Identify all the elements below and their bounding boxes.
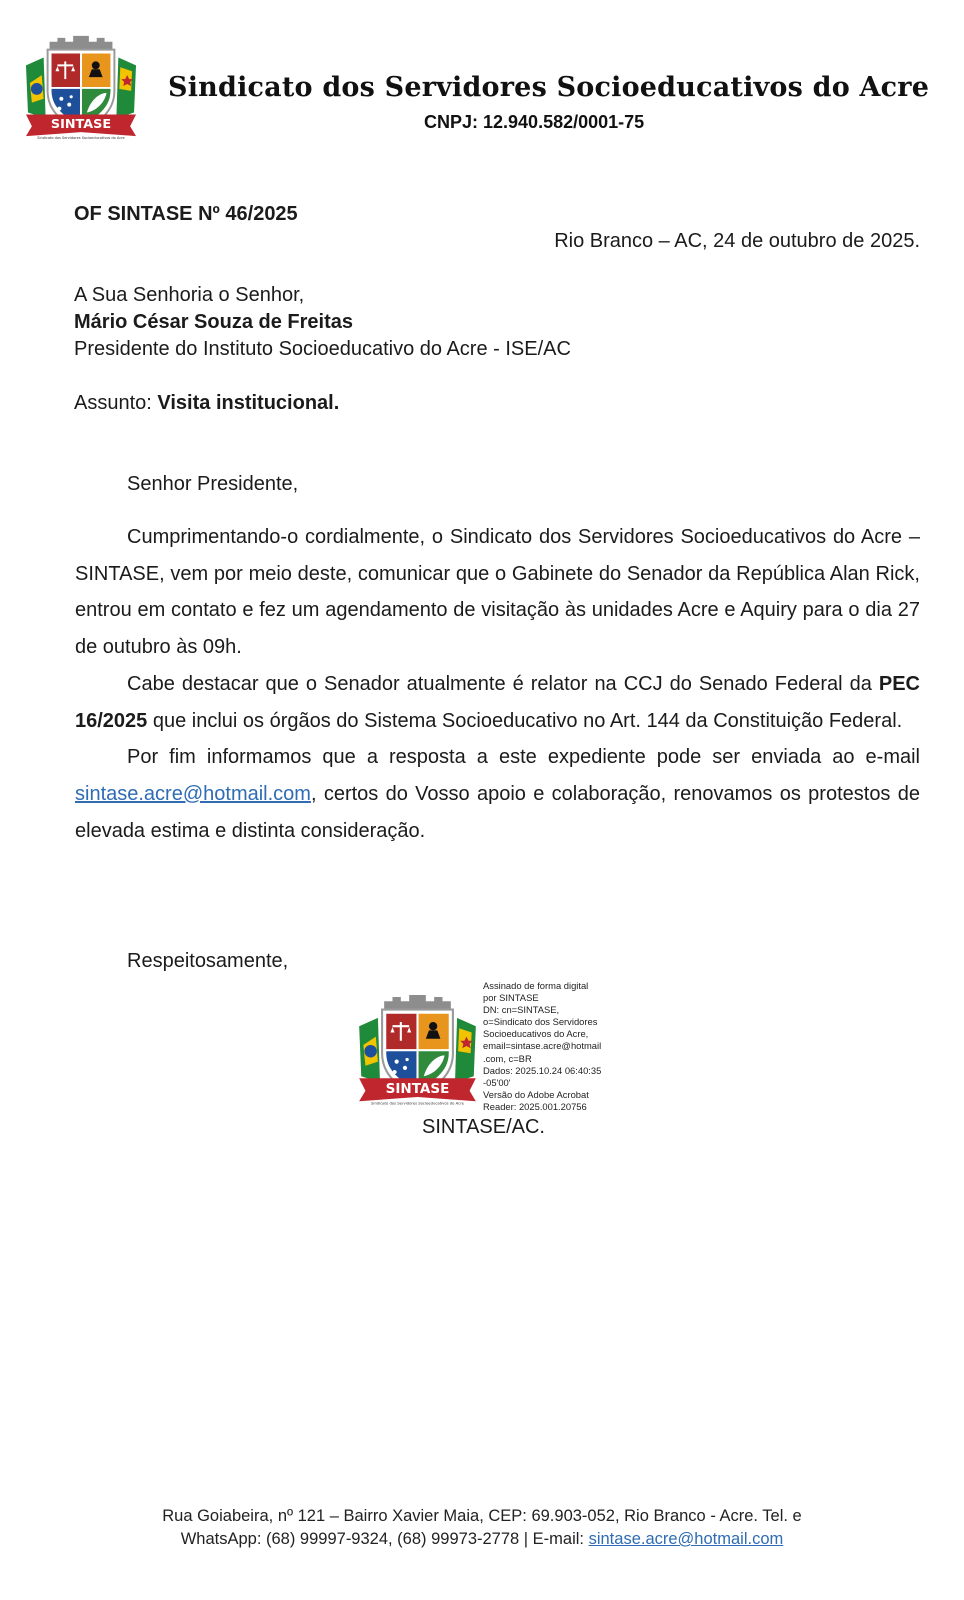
signature-seal-logo: [355, 985, 480, 1107]
signature-meta-line: -05'00': [483, 1076, 511, 1088]
signature-meta-line: Versão do Adobe Acrobat: [483, 1088, 589, 1100]
sintase-logo: [22, 28, 140, 140]
cnpj: CNPJ: 12.940.582/0001-75: [424, 112, 645, 132]
signer-name: SINTASE/AC.: [422, 1116, 545, 1138]
footer-line-1: Rua Goiabeira, nº 121 – Bairro Xavier Maia, CEP: 69.903-052, Rio Branco - Acre. Tel. e: [162, 1507, 802, 1525]
footer-line-2: [0, 1528, 964, 1551]
svg-text:SINTASE: SINTASE: [385, 1080, 450, 1097]
paragraph-2: [75, 666, 920, 739]
closing: Respeitosamente,: [127, 950, 289, 972]
footer-contacts: WhatsApp: (68) 99997-9324, (68) 99973-2778 | E-mail:: [180, 1530, 584, 1548]
signature-meta-line: Reader: 2025.001.20756: [483, 1100, 587, 1112]
signature-meta-line: email=sintase.acre@hotmail: [483, 1040, 602, 1052]
subject-value: Visita institucional.: [157, 392, 340, 414]
svg-text:SINTASE: SINTASE: [50, 117, 112, 133]
signature-meta-line: Dados: 2025.10.24 06:40:35: [483, 1064, 602, 1076]
salutation: Senhor Presidente,: [127, 473, 299, 495]
paragraph-1: Cumprimentando-o cordialmente, o Sindicato dos Servidores Socioeducativos do Acre – SINTASE, vem por meio deste, comunicar que o Gabinete do Senador da República Alan Rick, entrou em contato e fez um agendamento de visitação às unidades Acre e Aquiry para o dia 27 de outubro às 09h.: [75, 526, 920, 659]
svg-text:Sindicato dos Servidores Socio: Sindicato dos Servidores Socioeducativos do Acre: [371, 1101, 464, 1106]
pec-reference: PEC 16/2025: [75, 672, 920, 732]
svg-text:Sindicato dos Servidores Socio: Sindicato dos Servidores Socioeducativos do Acre: [37, 136, 125, 140]
footer-address: [0, 1505, 964, 1551]
paragraph-3-text-end: , certos do Vosso apoio e colaboração, renovamos os protestos de elevada estima e distinta consideração.: [75, 782, 920, 842]
paragraph-3: [75, 739, 920, 849]
body-email-link[interactable]: sintase.acre@hotmail.com: [75, 782, 311, 805]
signature-meta-line: o=Sindicato dos Servidores: [483, 1016, 598, 1028]
paragraph-3-text-start: Por fim informamos que a resposta a este expediente pode ser enviada ao e-mail: [127, 746, 920, 769]
signature-meta-line: DN: cn=SINTASE,: [483, 1004, 560, 1016]
document-reference-number: OF SINTASE Nº 46/2025: [74, 203, 298, 225]
paragraph-2-text-start: Cabe destacar que o Senador atualmente é relator na CCJ do Senado Federal da: [127, 672, 872, 695]
organization-name: Sindicato dos Servidores Socioeducativos do Acre: [168, 72, 930, 103]
addressee-name: Mário César Souza de Freitas: [74, 311, 353, 333]
signature-meta-line: .com, c=BR: [483, 1052, 532, 1064]
footer-email-link[interactable]: sintase.acre@hotmail.com: [588, 1530, 784, 1548]
signature-meta-line: Socioeducativos do Acre,: [483, 1028, 589, 1040]
paragraph-2-text-end: que inclui os órgãos do Sistema Socioeducativo no Art. 144 da Constituição Federal.: [152, 709, 903, 732]
addressee-greeting: A Sua Senhoria o Senhor,: [74, 284, 305, 306]
date-line: Rio Branco – AC, 24 de outubro de 2025.: [554, 230, 920, 252]
addressee-role: Presidente do Instituto Socioeducativo do Acre - ISE/AC: [74, 338, 571, 360]
letter-body: [75, 519, 920, 849]
digital-signature-details: [483, 980, 623, 1113]
signature-meta-line: por SINTASE: [483, 992, 539, 1004]
signature-meta-line: Assinado de forma digital: [483, 980, 589, 991]
subject-label: Assunto:: [74, 392, 152, 414]
subject-line: [74, 392, 339, 415]
